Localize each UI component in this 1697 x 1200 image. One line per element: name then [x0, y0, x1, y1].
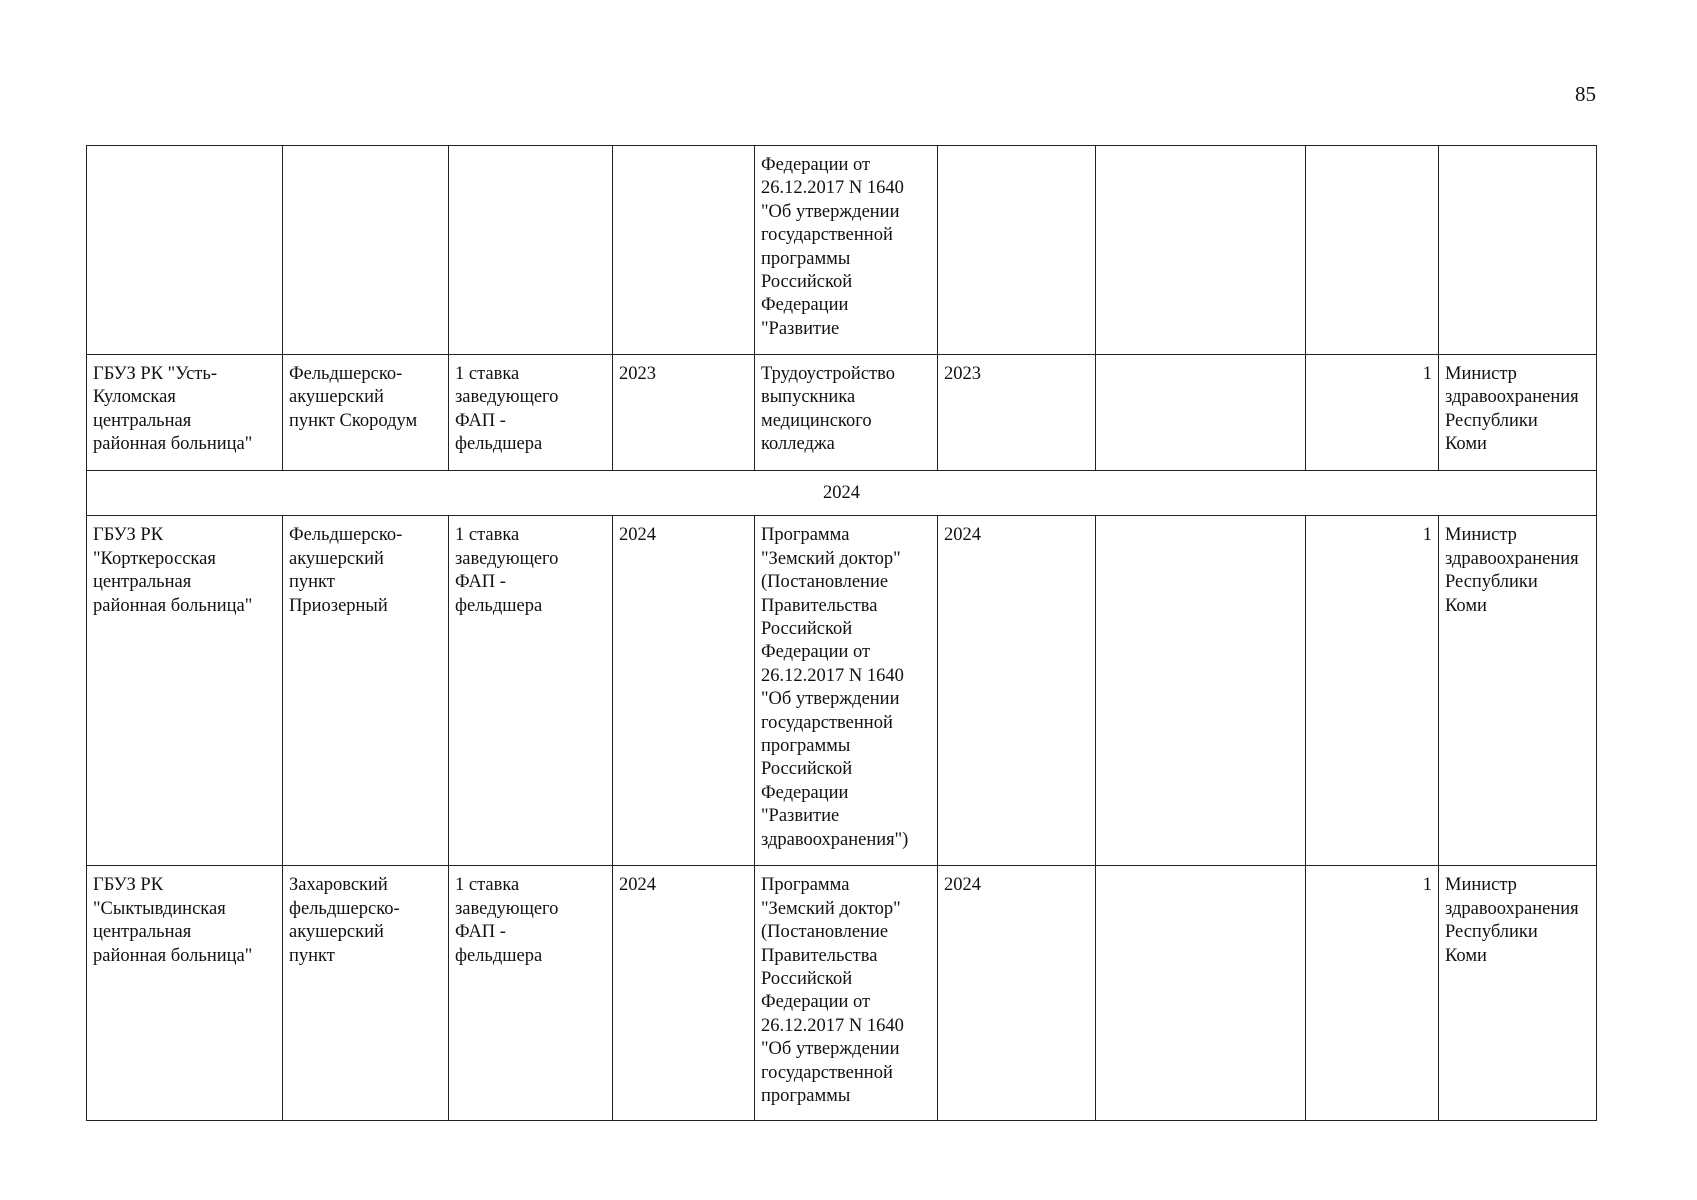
cell-line: здравоохранения"): [761, 829, 909, 850]
table-cell: [1306, 146, 1439, 355]
table-cell: [449, 146, 613, 355]
cell-line: Министр: [1445, 875, 1517, 896]
cell-line: пункт Скородум: [289, 410, 418, 431]
cell-line: заведующего: [455, 898, 559, 919]
cell-line: акушерский: [289, 922, 384, 943]
table-cell-year: 2024: [938, 866, 1096, 1121]
table-cell-position: [449, 516, 613, 866]
table-cell-count: 1: [1306, 866, 1439, 1121]
cell-line: ФАП -: [455, 572, 506, 593]
table-cell: [283, 146, 449, 355]
cell-line: Министр: [1445, 364, 1517, 384]
table-cell-year: 2023: [613, 355, 755, 471]
table-cell: [613, 146, 755, 355]
table-row: [87, 355, 1597, 471]
table-cell-position: [449, 866, 613, 1121]
cell-line: Российской: [761, 272, 853, 293]
cell-line: здравоохранения: [1445, 548, 1579, 569]
table-cell-year: 2024: [613, 866, 755, 1121]
cell-line: государственной: [761, 225, 893, 246]
cell-line: Министр: [1445, 525, 1517, 546]
cell-line: центральная: [93, 572, 192, 593]
cell-line: 26.12.2017 N 1640: [761, 1015, 904, 1036]
cell-line: центральная: [93, 410, 192, 431]
table-cell-year: 2024: [938, 516, 1096, 866]
cell-line: Программа: [761, 875, 850, 896]
cell-line: ГБУЗ РК: [93, 875, 164, 896]
cell-line: 1 ставка: [455, 875, 520, 896]
cell-line: ФАП -: [455, 922, 506, 943]
cell-line: "Сыктывдинская: [93, 898, 226, 919]
table-cell: [938, 146, 1096, 355]
cell-line: Куломская: [93, 387, 176, 408]
cell-line: ФАП -: [455, 410, 506, 431]
cell-line: Федерации от: [761, 992, 871, 1013]
cell-line: "Корткеросская: [93, 548, 216, 569]
cell-line: заведующего: [455, 548, 559, 569]
cell-line: Правительства: [761, 945, 878, 966]
cell-line: фельдшера: [455, 434, 543, 455]
table-cell-basis: [755, 355, 938, 471]
table-cell: [1096, 516, 1306, 866]
cell-line: (Постановление: [761, 572, 889, 593]
cell-line: Коми: [1445, 595, 1487, 616]
cell-line: Трудоустройство: [761, 364, 895, 384]
table-row: [87, 146, 1597, 355]
cell-line: акушерский: [289, 387, 384, 408]
cell-line: "Развитие: [761, 318, 840, 339]
cell-line: программы: [761, 1086, 851, 1107]
table-row-year-heading: [87, 471, 1597, 516]
table-cell-count: 1: [1306, 516, 1439, 866]
cell-line: "Развитие: [761, 806, 840, 827]
table-cell-count: 1: [1306, 355, 1439, 471]
table-cell-facility: [283, 355, 449, 471]
cell-line: центральная: [93, 922, 192, 943]
cell-line: Программа: [761, 525, 850, 546]
cell-line: 26.12.2017 N 1640: [761, 178, 904, 199]
table-cell-year: 2023: [938, 355, 1096, 471]
cell-line: здравоохранения: [1445, 898, 1579, 919]
table-cell-basis: [755, 866, 938, 1121]
cell-line: "Об утверждении: [761, 1039, 900, 1060]
table-cell-year: 2024: [613, 516, 755, 866]
cell-line: Российской: [761, 969, 853, 990]
cell-line: ГБУЗ РК "Усть-: [93, 364, 217, 384]
cell-line: ГБУЗ РК: [93, 525, 164, 546]
table-cell: [1439, 146, 1597, 355]
table-cell-basis: [755, 516, 938, 866]
cell-line: "Земский доктор": [761, 548, 901, 569]
cell-line: Республики: [1445, 410, 1538, 431]
table-cell-institution: [87, 866, 283, 1121]
cell-line: медицинского: [761, 410, 872, 431]
cell-line: Правительства: [761, 595, 878, 616]
cell-line: Федерации от: [761, 642, 871, 663]
cell-line: Федерации от: [761, 155, 871, 175]
cell-line: Федерации: [761, 782, 849, 803]
year-heading: 2024: [87, 471, 1597, 516]
cell-line: 1 ставка: [455, 364, 520, 384]
table-cell: [1096, 146, 1306, 355]
cell-line: районная больница": [93, 945, 253, 966]
cell-line: выпускника: [761, 387, 856, 408]
document-table: [86, 145, 1597, 1121]
cell-line: фельдшерско-: [289, 898, 400, 919]
cell-line: программы: [761, 248, 851, 269]
cell-line: акушерский: [289, 548, 384, 569]
table-cell-institution: [87, 355, 283, 471]
cell-line: Коми: [1445, 945, 1487, 966]
table-cell-facility: [283, 866, 449, 1121]
cell-line: здравоохранения: [1445, 387, 1579, 408]
cell-line: фельдшера: [455, 945, 543, 966]
cell-line: Фельдшерско-: [289, 364, 403, 384]
cell-line: Приозерный: [289, 595, 388, 616]
cell-line: Фельдшерско-: [289, 525, 403, 546]
table-cell-responsible: [1439, 355, 1597, 471]
table-cell: [1096, 866, 1306, 1121]
cell-line: государственной: [761, 1062, 893, 1083]
cell-line: (Постановление: [761, 922, 889, 943]
cell-line: государственной: [761, 712, 893, 733]
cell-line: 1 ставка: [455, 525, 520, 546]
cell-line: Республики: [1445, 922, 1538, 943]
table-cell: [87, 146, 283, 355]
table-cell-responsible: [1439, 866, 1597, 1121]
cell-line: пункт: [289, 945, 335, 966]
table-row: [87, 516, 1597, 866]
table-cell-institution: [87, 516, 283, 866]
cell-line: Республики: [1445, 572, 1538, 593]
cell-line: "Об утверждении: [761, 201, 900, 222]
cell-line: районная больница": [93, 595, 253, 616]
page-number: 85: [1575, 82, 1596, 106]
cell-line: Российской: [761, 619, 853, 640]
cell-line: колледжа: [761, 434, 835, 455]
table-cell-responsible: [1439, 516, 1597, 866]
cell-line: районная больница": [93, 434, 253, 455]
cell-line: Российской: [761, 759, 853, 780]
cell-line: Федерации: [761, 295, 849, 316]
cell-line: "Об утверждении: [761, 689, 900, 710]
cell-line: заведующего: [455, 387, 559, 408]
cell-line: фельдшера: [455, 595, 543, 616]
table-row: [87, 866, 1597, 1121]
cell-line: Захаровский: [289, 875, 388, 896]
table-cell-position: [449, 355, 613, 471]
cell-line: 26.12.2017 N 1640: [761, 665, 904, 686]
cell-line: пункт: [289, 572, 335, 593]
cell-line: "Земский доктор": [761, 898, 901, 919]
table-cell-facility: [283, 516, 449, 866]
table-cell: [1096, 355, 1306, 471]
cell-line: программы: [761, 736, 851, 757]
table-cell-basis: [755, 146, 938, 355]
cell-line: Коми: [1445, 434, 1487, 455]
